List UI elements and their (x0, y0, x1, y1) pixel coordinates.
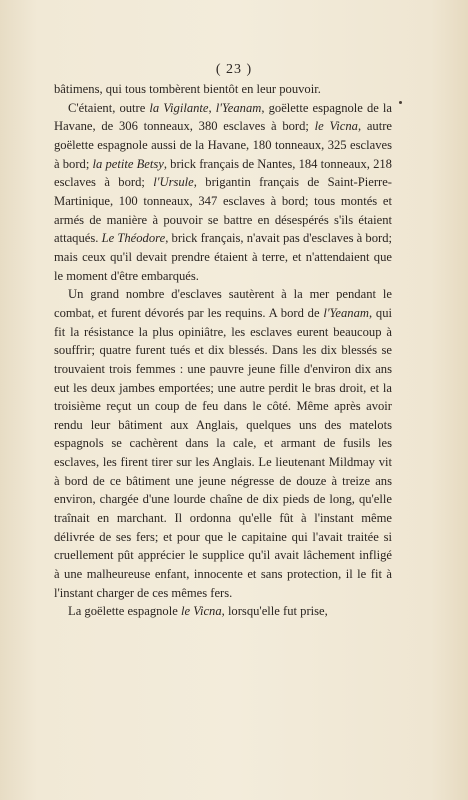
text-run: , qui fit la résistance la plus opiniâtre, les esclaves eurent beaucoup à souffrir; quatre furent tués et dix blessés. Dans les dix blessés se trouvaient trois femmes : une pauvre jeune fille d'environ dix ans eut les deux jambes emportées; une autre perdit le bras droit, et la troisième reçut un coup de feu dans le côté. Même après avoir rendu leur bâtiment aux Anglais, quelques uns des matelots espagnols se cachèrent dans la cale, et armant de fusils les esclaves, les firent tirer sur les Anglais. Le lieutenant Mildmay vit à bord de ce bâtiment une jeune négresse de douze à treize ans environ, chargée d'une lourde chaîne de dix pieds de long, qu'elle traînait en marchant. Il ordonna qu'elle fût à l'instant même délivrée de ses fers; et pour que le capitaine qui l'avait traitée si cruellement pût apprécier le supplice qu'il avait lâchement infligé à une malheureuse enfant, innocente et sans protection, il le fit à l'instant charger de ces mêmes fers. (54, 305, 392, 600)
text-run: , brick français de Nantes, 184 tonneaux, 218 esclaves à bord; (54, 156, 392, 190)
text-run: Un grand nombre d'esclaves sautèrent à la mer pendant le combat, et furent dévorés par les requins. A bord de (54, 287, 392, 320)
ship-name: la petite Betsy (92, 156, 164, 171)
text-run: bâtimens, qui tous tombèrent bientôt en leur pouvoir. (54, 82, 321, 96)
ship-name: la Vigilante (149, 100, 209, 115)
text-run: , lorsqu'elle fut prise, (221, 604, 328, 619)
ink-spot (399, 101, 402, 104)
text-run: C'étaient, outre (68, 100, 150, 115)
text-run: La goëlette espagnole (68, 604, 181, 619)
paragraph (54, 99, 392, 286)
page-number: ( 23 ) (215, 62, 253, 77)
text-run: , brick français, n'avait pas d'esclaves à bord; mais ceux qu'il devait prendre étaient à terre, et n'attendaient que le moment d'être embarqués. (54, 231, 393, 283)
ship-name: l'Yeanam (215, 100, 262, 115)
text-run: , goëlette espagnole de la Havane, de 306 tonneaux, 380 esclaves à bord; (54, 100, 393, 134)
body-text (54, 80, 392, 621)
ship-name: Le Théodore (101, 231, 166, 246)
ship-name: le Vicna (180, 604, 222, 619)
text-run: , brigantin français de Saint-Pierre-Martinique, 100 tonneaux, 347 esclaves à bord; tous montés et armés de manière à pouvoir se battre en désespérés s'ils étaient attaqués. (54, 175, 392, 246)
text-run: , (208, 100, 216, 115)
text-run: , autre goëlette espagnole aussi de la Havane, 180 tonneaux, 325 esclaves à bord; (54, 119, 392, 171)
paragraph (54, 602, 392, 621)
paragraph (54, 285, 392, 602)
paragraph (54, 80, 392, 99)
ship-name: l'Ursule (153, 175, 194, 190)
ship-name: l'Yeanam (323, 305, 369, 320)
ship-name: le Vicna (314, 119, 358, 134)
